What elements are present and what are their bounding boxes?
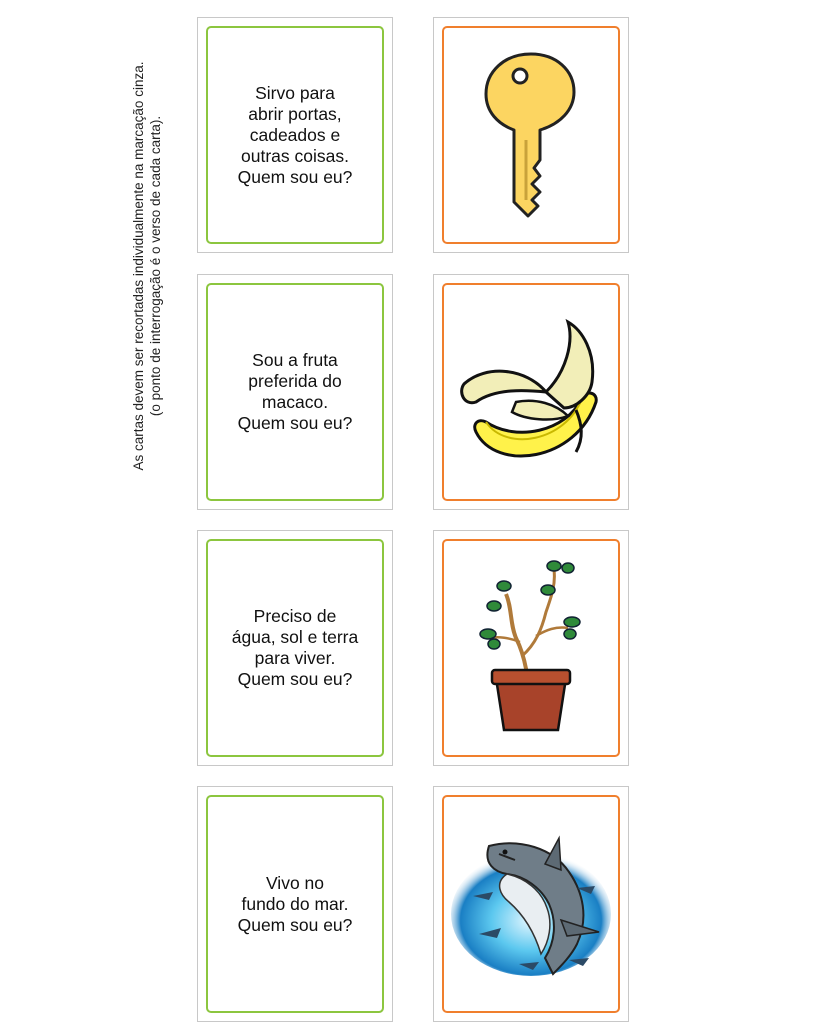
- answer-card-2[interactable]: [433, 274, 629, 510]
- instructions-line-1: As cartas devem ser recortadas individualmente na marcação cinza.: [131, 61, 146, 471]
- question-text: Vivo no fundo do mar. Quem sou eu?: [237, 872, 353, 935]
- question-card-4[interactable]: [197, 786, 393, 1022]
- question-card-frame: [206, 283, 384, 501]
- answer-card-frame: [442, 283, 620, 501]
- answer-card-frame: [442, 539, 620, 757]
- question-card-frame: [206, 539, 384, 757]
- instructions-line-2: (o ponto de interrogação é o verso de cada carta).: [148, 115, 163, 417]
- question-card-1[interactable]: [197, 17, 393, 253]
- question-card-frame: [206, 795, 384, 1013]
- question-card-3[interactable]: [197, 530, 393, 766]
- plant-icon: [476, 558, 586, 738]
- answer-card-4[interactable]: [433, 786, 629, 1022]
- cut-instructions: [130, 6, 182, 526]
- question-card-2[interactable]: [197, 274, 393, 510]
- question-card-frame: [206, 26, 384, 244]
- answer-card-3[interactable]: [433, 530, 629, 766]
- answer-card-frame: [442, 26, 620, 244]
- shark-icon: [449, 824, 614, 984]
- question-text: Sirvo para abrir portas, cadeados e outras coisas. Quem sou eu?: [237, 82, 353, 187]
- answer-card-frame: [442, 795, 620, 1013]
- banana-icon: [456, 312, 606, 472]
- answer-card-1[interactable]: [433, 17, 629, 253]
- question-text: Preciso de água, sol e terra para viver. Quem sou eu?: [231, 606, 359, 689]
- key-icon: [476, 50, 586, 220]
- question-text: Sou a fruta preferida do macaco. Quem sou eu?: [237, 350, 353, 433]
